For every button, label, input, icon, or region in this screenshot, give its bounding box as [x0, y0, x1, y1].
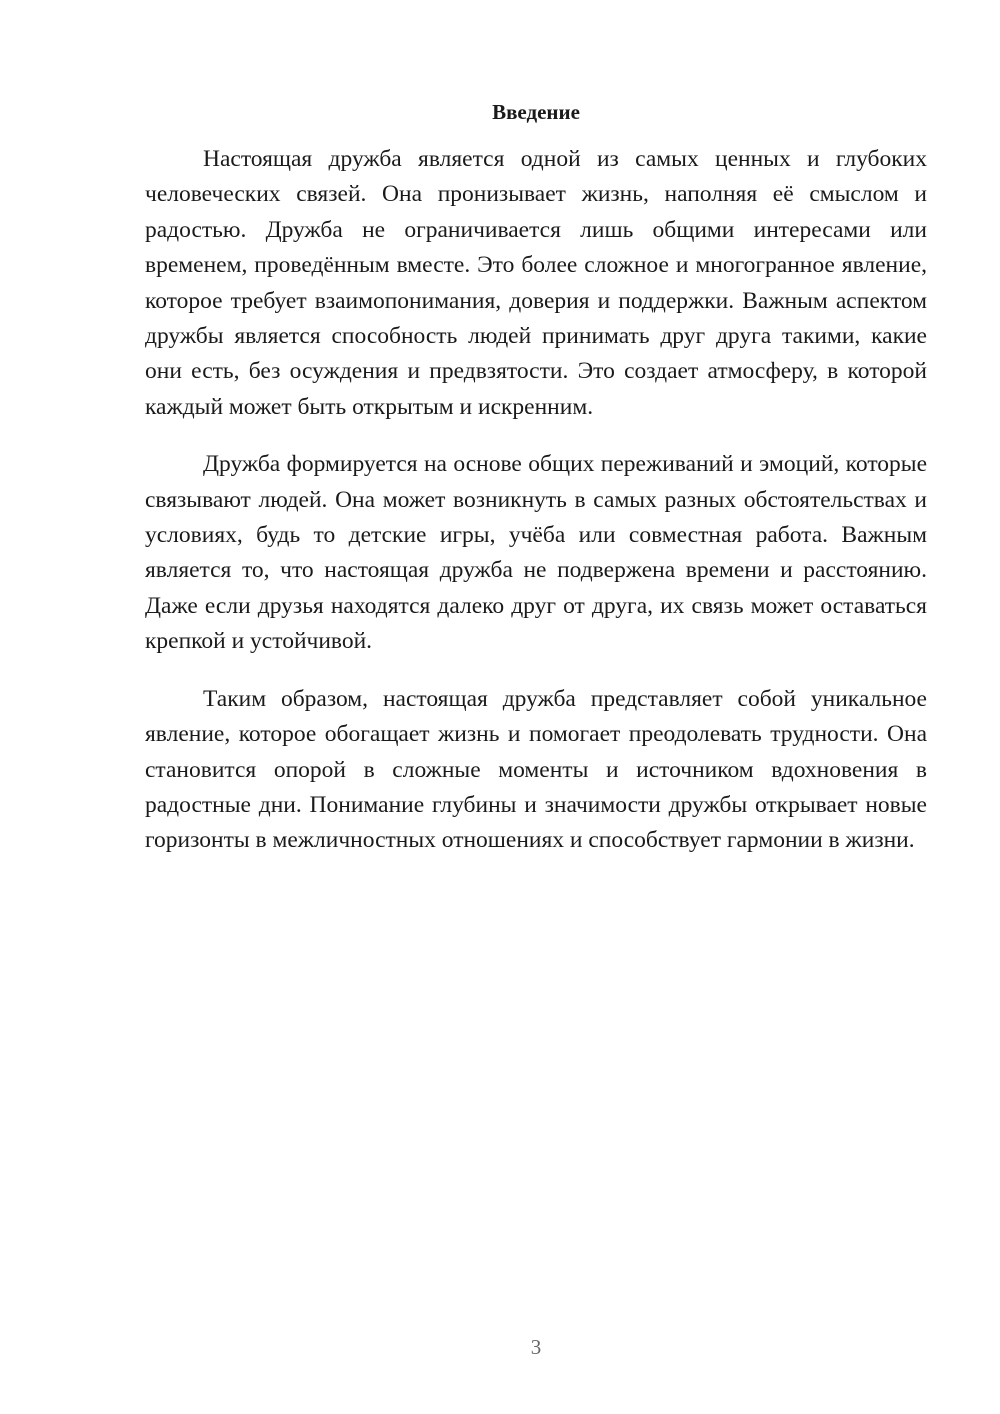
section-heading: Введение — [492, 100, 580, 124]
page-number: 3 — [530, 1335, 542, 1359]
paragraph-2: Дружба формируется на основе общих переживаний и эмоций, которые связывают людей. Она может возникнуть в самых разных обстоятельствах и условиях, будь то детские игры, учёба или совместная работа. Важным является то, что настоящая дружба не подвержена времени и расстоянию. Даже если друзья находятся далеко друг от друга, их связь может оставаться крепкой и устойчивой. — [145, 451, 927, 655]
body-text — [145, 142, 927, 881]
paragraph-1: Настоящая дружба является одной из самых ценных и глубоких человеческих связей. Она пронизывает жизнь, наполняя её смыслом и радостью. Дружба не ограничивается лишь общими интересами или временем, проведённым вместе. Это более сложное и многогранное явление, которое требует взаимопонимания, доверия и поддержки. Важным аспектом дружбы является способность людей принимать друг друга такими, какие они есть, без осуждения и предвзятости. Это создает атмосферу, в которой каждый может быть открытым и искренним. — [145, 146, 927, 420]
paragraph-3: Таким образом, настоящая дружба представляет собой уникальное явление, которое обогащает жизнь и помогает преодолевать трудности. Она становится опорой в сложные моменты и источником вдохновения в радостные дни. Понимание глубины и значимости дружбы открывает новые горизонты в межличностных отношениях и способствует гармонии в жизни. — [145, 685, 927, 854]
